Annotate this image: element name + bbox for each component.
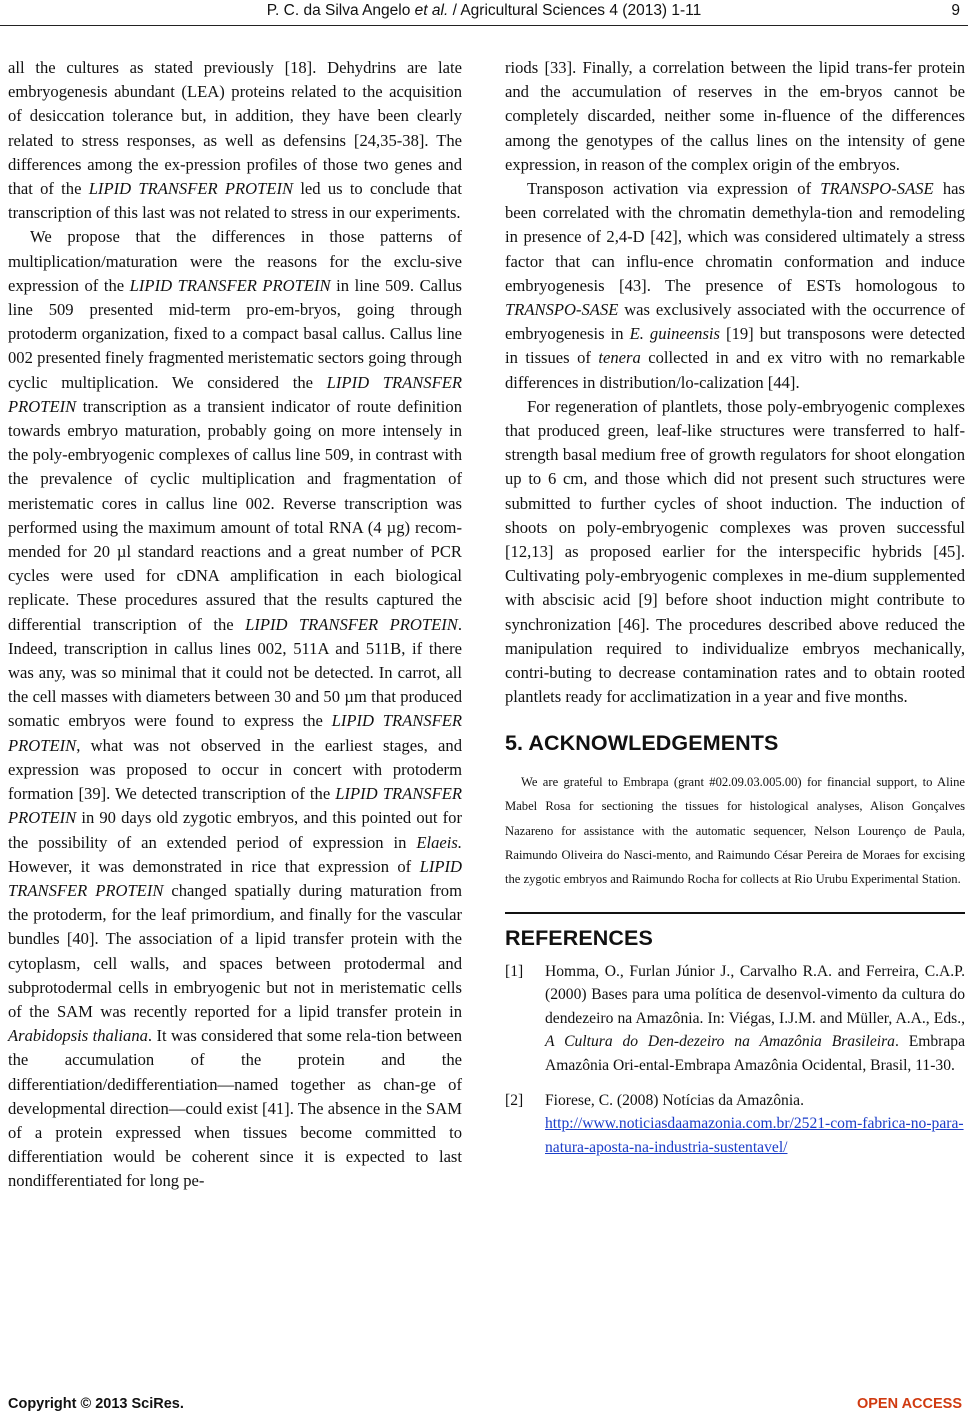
running-header (0, 2, 968, 24)
text: in line 509. Callus line 509 presented mid-term pro-em-bryos, going through protoderm organization, fixed to a compact basal callus. Callus line 002 presented finely fragmented meristematic sectors going through cyclic multiplication. We considered the (8, 275, 462, 392)
paragraph (8, 225, 462, 1193)
text: . Indeed, transcription in callus lines 002, 511A and 511B, if there was any, was so minimal that it could not be detected. In carrot, all the cell masses with diameters between 30 and 50 µm that produced somatic embryos were found to express the (8, 614, 462, 731)
text: . Embrapa Amazônia Ori-ental-Embrapa Amazônia Ocidental, Brasil, 11-30. (545, 1033, 965, 1074)
text: [19] but transposons were detected in tissues of (505, 324, 965, 368)
reference-item (505, 1089, 965, 1159)
header-journal: / Agricultural Sciences 4 (2013) 1-11 (448, 2, 702, 19)
text: was exclusively associated with the occurrence of embryogenesis in (505, 300, 965, 344)
section-heading-acknowledgements: 5. ACKNOWLEDGEMENTS (505, 731, 779, 756)
variety-name: tenera (598, 348, 641, 368)
references-rule (505, 912, 965, 914)
text: Transposon activation via expression of (527, 179, 821, 199)
reference-item (505, 960, 965, 1077)
header-citation (0, 2, 968, 20)
references-section (505, 926, 965, 1159)
species-name: E. guineensis (629, 324, 720, 344)
paragraph (505, 177, 965, 395)
reference-text (545, 1089, 965, 1159)
text: led us to conclude that transcription of this last was not related to stress in our experiments. (8, 179, 462, 223)
text: Fiorese, C. (2008) Notícias da Amazônia. (545, 1091, 804, 1109)
page-footer (0, 1396, 968, 1416)
reference-link[interactable]: http://www.noticiasdaamazonia.com.br/2521-com-fabrica-no-para-natura-aposta-na-industria-sustentavel/ (545, 1115, 964, 1156)
gene-name: LIPID TRANSFER PROTEIN (129, 275, 331, 295)
text: all the cultures as stated previously [18]. Dehydrins are late embryogenesis abundant (LEA) proteins related to the acquisition of desiccation tolerance but, in addition, they have been clearly related to stress responses, as well as defensins [24,35-38]. The differences among the ex-pression profiles of those two genes and that of the (8, 58, 462, 199)
gene-name: LIPID TRANSFER PROTEIN (8, 856, 462, 900)
acknowledgements-text: We are grateful to Embrapa (grant #02.09.03.005.00) for financial support, to Aline Mabel Rosa for sectioning the tissues for histological analyses, Alison Gonçalves Nazareno for assistance with the automatic sequencer, Nelson Lourenço de Paula, Raimundo Oliveira do Nasci-mento, and Raimundo César Pereira de Moraes for excising the zygotic embryos and Raimundo Rocha for collects at Rio Urubu Experimental Station. (505, 774, 965, 887)
text: collected in and ex vitro with no remarkable differences in distribution/lo-calization [44]. (505, 348, 965, 392)
gene-name: TRANSPO-SASE (505, 300, 619, 320)
reference-text (545, 960, 965, 1077)
header-rule (0, 25, 968, 26)
copyright-notice: Copyright © 2013 SciRes. (8, 1396, 184, 1412)
text: Homma, O., Furlan Júnior J., Carvalho R.A. and Ferreira, C.A.P. (2000) Bases para uma política de desenvol-vimento da cultura do dendezeiro na Amazônia. In: Viégas, I.J.M. and Müller, A.A., Eds., (545, 962, 965, 1027)
gene-name: LIPID TRANSFER PROTEIN (8, 711, 462, 755)
header-authors: P. C. da Silva Angelo (266, 2, 415, 19)
reference-number: [2] (505, 1091, 524, 1109)
gene-name: LIPID TRANSFER PROTEIN (8, 784, 462, 828)
text: . It was considered that some rela-tion between the accumulation of the protein and the differentiation/dedifferentiation—named together as chan-ge of developmental direction—could exist [41]. The absence in the SAM of a protein expressed when tissues become committed to differentiation would be coherent since it is expected to last nondifferentiated for long pe- (8, 1026, 462, 1191)
paragraph (8, 56, 462, 225)
species-name: Arabidopsis thaliana (8, 1026, 148, 1046)
right-column (505, 56, 965, 1171)
reference-number: [1] (505, 962, 524, 980)
text: We propose that the differences in those patterns of multiplication/maturation were the reasons for the exclu-sive expression of the (8, 227, 462, 295)
text: transcription as a transient indicator of route definition towards embryo maturation, probably going on more intensely in the poly-embryogenic complexes of callus line 509, in contrast with the prevalence of cyclic multiplication and fragmentation of meristematic cores in callus line 002. Reverse transcription was performed using the maximum amount of total RNA (4 µg) recom-mended for 20 µl standard reactions and a great number of PCR cycles were used for cDNA amplification in each biological replicate. These procedures assured that the results captured the differential transcription of the (8, 396, 462, 634)
left-column (8, 56, 462, 1194)
gene-name: LIPID TRANSFER PROTEIN (88, 179, 294, 199)
gene-name: TRANSPO-SASE (820, 179, 934, 199)
text: changed spatially during maturation from the protoderm, for the leaf primordium, and finally for the vascular bundles [40]. The association of a lipid transfer protein with the cytoplasm, cell walls, and spaces between protodermal and subprotodermal cells in embryogenic but not in meristematic cells of the SAM was recently reported for a lipid transfer protein in (8, 880, 463, 1021)
gene-name: LIPID TRANSFER PROTEIN (245, 614, 458, 634)
genus-name: Elaeis. (416, 832, 462, 852)
book-title: A Cultura do Den-dezeiro na Amazônia Brasileira (545, 1033, 895, 1051)
text: , what was not observed in the earliest stages, and expression was proposed to occur in concert with protoderm formation [39]. We detected transcription of the (8, 735, 462, 804)
header-etal: et al. (414, 2, 449, 19)
section-heading-references: REFERENCES (505, 925, 653, 950)
paragraph: riods [33]. Finally, a correlation between the lipid trans-fer protein and the accumulation of reserves in the em-bryos cannot be completely discarded, neither some in-fluence of the differences among the genotypes of the callus lines on the intensity of gene expression, in reason of the complex origin of the embryos. (505, 58, 965, 174)
text: However, it was demonstrated in rice that expression of (8, 856, 420, 876)
open-access-label: OPEN ACCESS (856, 1396, 962, 1412)
text: in 90 days old zygotic embryos, and this pointed out for the possibility of an extended period of expression in (8, 808, 462, 852)
text: has been correlated with the chromatin demethyla-tion and remodeling in presence of 2,4-D [42], which was considered ultimately a stress factor that can influ-ence chromatin conformation and induce embryogenesis [43]. The presence of ESTs homologous to (505, 179, 965, 295)
paragraph: For regeneration of plantlets, those poly-embryogenic complexes that produced green, leaf-like structures were transferred to half-strength basal medium free of growth regulators for shoot elongation up to 6 cm, and those which did not present such structures were submitted to further cycles of shoot induction. The induction of shoots on poly-embryogenic complexes was proven successful [12,13] as proposed earlier for the interspecific hybrids [45]. Cultivating poly-embryogenic complexes in me-dium supplemented with abscisic acid [9] before shoot induction might contribute to synchronization [46]. The procedures described above reduced the manipulation required to individualize embryos mechanically, contri-buting to decrease contamination rates and to obtain rooted plantlets ready for acclimatization in a year and five months. (505, 396, 965, 707)
gene-name: LIPID TRANSFER PROTEIN (8, 372, 462, 416)
page-number: 9 (951, 2, 960, 19)
